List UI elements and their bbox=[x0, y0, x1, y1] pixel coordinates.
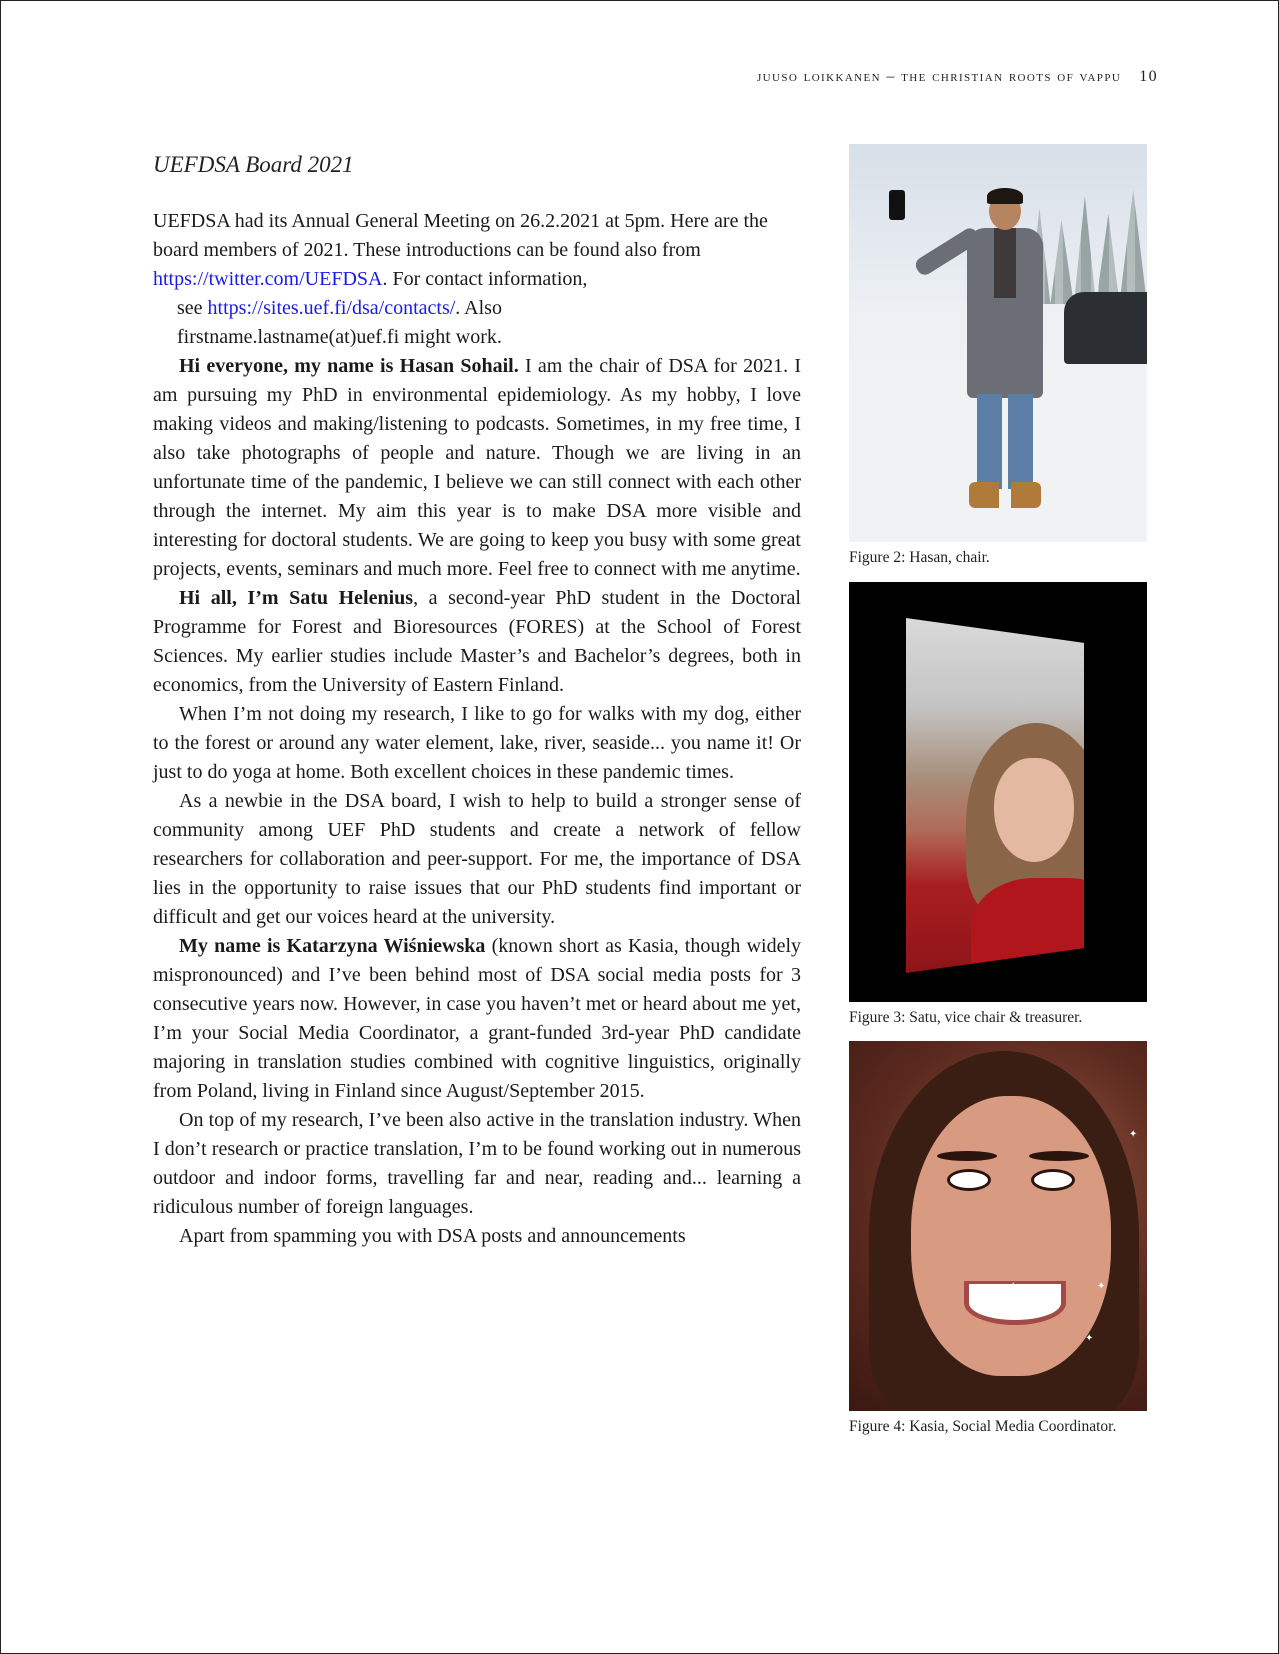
email-hint: firstname.lastname(at)uef.fi might work. bbox=[177, 326, 502, 348]
satu-paragraph-2: When I’m not doing my research, I like to go for walks with my dog, either to the forest or around any water element, lake, river, seaside... you name it! Or just to do yoga at home. Both excellent choices in these pandemic times. bbox=[153, 703, 801, 783]
figure-4-caption: Figure 4: Kasia, Social Media Coordinator. bbox=[849, 1418, 1117, 1435]
right-eyebrow bbox=[1029, 1151, 1089, 1161]
car bbox=[1064, 292, 1147, 364]
right-eye bbox=[1031, 1169, 1075, 1191]
scarf bbox=[994, 228, 1016, 298]
contacts-line bbox=[153, 294, 801, 323]
kasia-photo bbox=[849, 1041, 1147, 1411]
sparkle-icon: ✦ bbox=[1085, 1333, 1094, 1344]
boots bbox=[969, 482, 1041, 508]
kasia-lead: My name is Katarzyna Wiśniewska bbox=[179, 935, 486, 957]
sparkle-icon: ✦ bbox=[1097, 1281, 1106, 1292]
kasia-paragraph-3: Apart from spamming you with DSA posts and announcements bbox=[179, 1225, 686, 1247]
tilted-portrait bbox=[906, 618, 1084, 973]
contacts-text: see bbox=[177, 297, 208, 319]
section-title: UEFDSA Board 2021 bbox=[153, 152, 354, 177]
running-title: juuso loikkanen – the christian roots of vappu bbox=[756, 68, 1122, 85]
kasia-paragraph-2: On top of my research, I’ve been also active in the translation industry. When I don’t research or practice translation, I’m to be found working out in numerous outdoor and indoor forms, travelling far and near, reading and... learning a ridiculous number of foreign languages. bbox=[153, 1109, 801, 1218]
intro-paragraph bbox=[153, 207, 801, 294]
figure-kasia bbox=[849, 1041, 1147, 1436]
intro-text: UEFDSA had its Annual General Meeting on 26.2.2021 at 5pm. Here are the board members of 2021. These introductions can be found also from bbox=[153, 210, 768, 261]
main-text-column bbox=[153, 207, 801, 1251]
twitter-link[interactable]: https://twitter.com/UEFDSA bbox=[153, 268, 383, 290]
hair bbox=[987, 188, 1023, 204]
satu-photo bbox=[849, 582, 1147, 1002]
kasia-paragraph-1 bbox=[153, 932, 801, 1106]
kasia-text: (known short as Kasia, though widely mispronounced) and I’ve been behind most of DSA social media posts for 3 consecutive years now. However, in case you haven’t met or heard about me yet, I’m your Social Media Coordinator, a grant-funded 3rd-year PhD candidate majoring in translation studies combined with cognitive linguistics, originally from Poland, living in Finland since August/September 2015. bbox=[153, 935, 802, 1102]
sparkle-icon: ✦ bbox=[1009, 1281, 1018, 1292]
contacts-text-cont: . Also bbox=[455, 297, 502, 319]
camera-icon bbox=[889, 190, 905, 220]
hasan-paragraph bbox=[153, 352, 801, 584]
contacts-link[interactable]: https://sites.uef.fi/dsa/contacts/ bbox=[207, 297, 456, 319]
hasan-photo bbox=[849, 144, 1147, 542]
face bbox=[994, 758, 1074, 862]
satu-paragraph-1 bbox=[153, 584, 801, 700]
figure-hasan bbox=[849, 144, 1147, 567]
figure-2-caption: Figure 2: Hasan, chair. bbox=[849, 549, 990, 566]
page-number: 10 bbox=[1139, 68, 1158, 85]
satu-paragraph-3: As a newbie in the DSA board, I wish to help to build a stronger sense of community among UEF PhD students and create a network of fellow researchers for collaboration and peer-support. For me, the importance of DSA lies in the opportunity to raise issues that our PhD students find important or difficult and get our voices heard at the university. bbox=[153, 790, 801, 928]
red-sweater bbox=[971, 878, 1131, 998]
satu-lead: Hi all, I’m Satu Helenius bbox=[179, 587, 414, 609]
satu-text: , a second-year PhD student in the Doctoral Programme for Forest and Bioresources (FORES) at the School of Forest Sciences. My earlier studies include Master’s and Bachelor’s degrees, both in economics, from the University of Eastern Finland. bbox=[153, 587, 801, 696]
intro-text-cont: . For contact information, bbox=[382, 268, 588, 290]
running-header bbox=[757, 68, 1158, 86]
jeans bbox=[977, 394, 1033, 489]
hasan-text: I am the chair of DSA for 2021. I am pursuing my PhD in environmental epidemiology. As my hobby, I love making videos and making/listening to podcasts. Sometimes, in my free time, I also take photographs of people and nature. Though we are living in an unfortunate time of the pandemic, I believe we can still connect with each other through the internet. My aim this year is to make DSA more visible and interesting for doctoral students. We are going to keep you busy with some great projects, events, seminars and much more. Feel free to connect with me anytime. bbox=[153, 355, 801, 580]
sparkle-icon: ✦ bbox=[1129, 1129, 1138, 1140]
figure-3-caption: Figure 3: Satu, vice chair & treasurer. bbox=[849, 1009, 1083, 1026]
left-eyebrow bbox=[937, 1151, 997, 1161]
hasan-lead: Hi everyone, my name is Hasan Sohail. bbox=[179, 355, 519, 377]
figure-satu bbox=[849, 582, 1147, 1027]
left-eye bbox=[947, 1169, 991, 1191]
face bbox=[911, 1096, 1111, 1376]
